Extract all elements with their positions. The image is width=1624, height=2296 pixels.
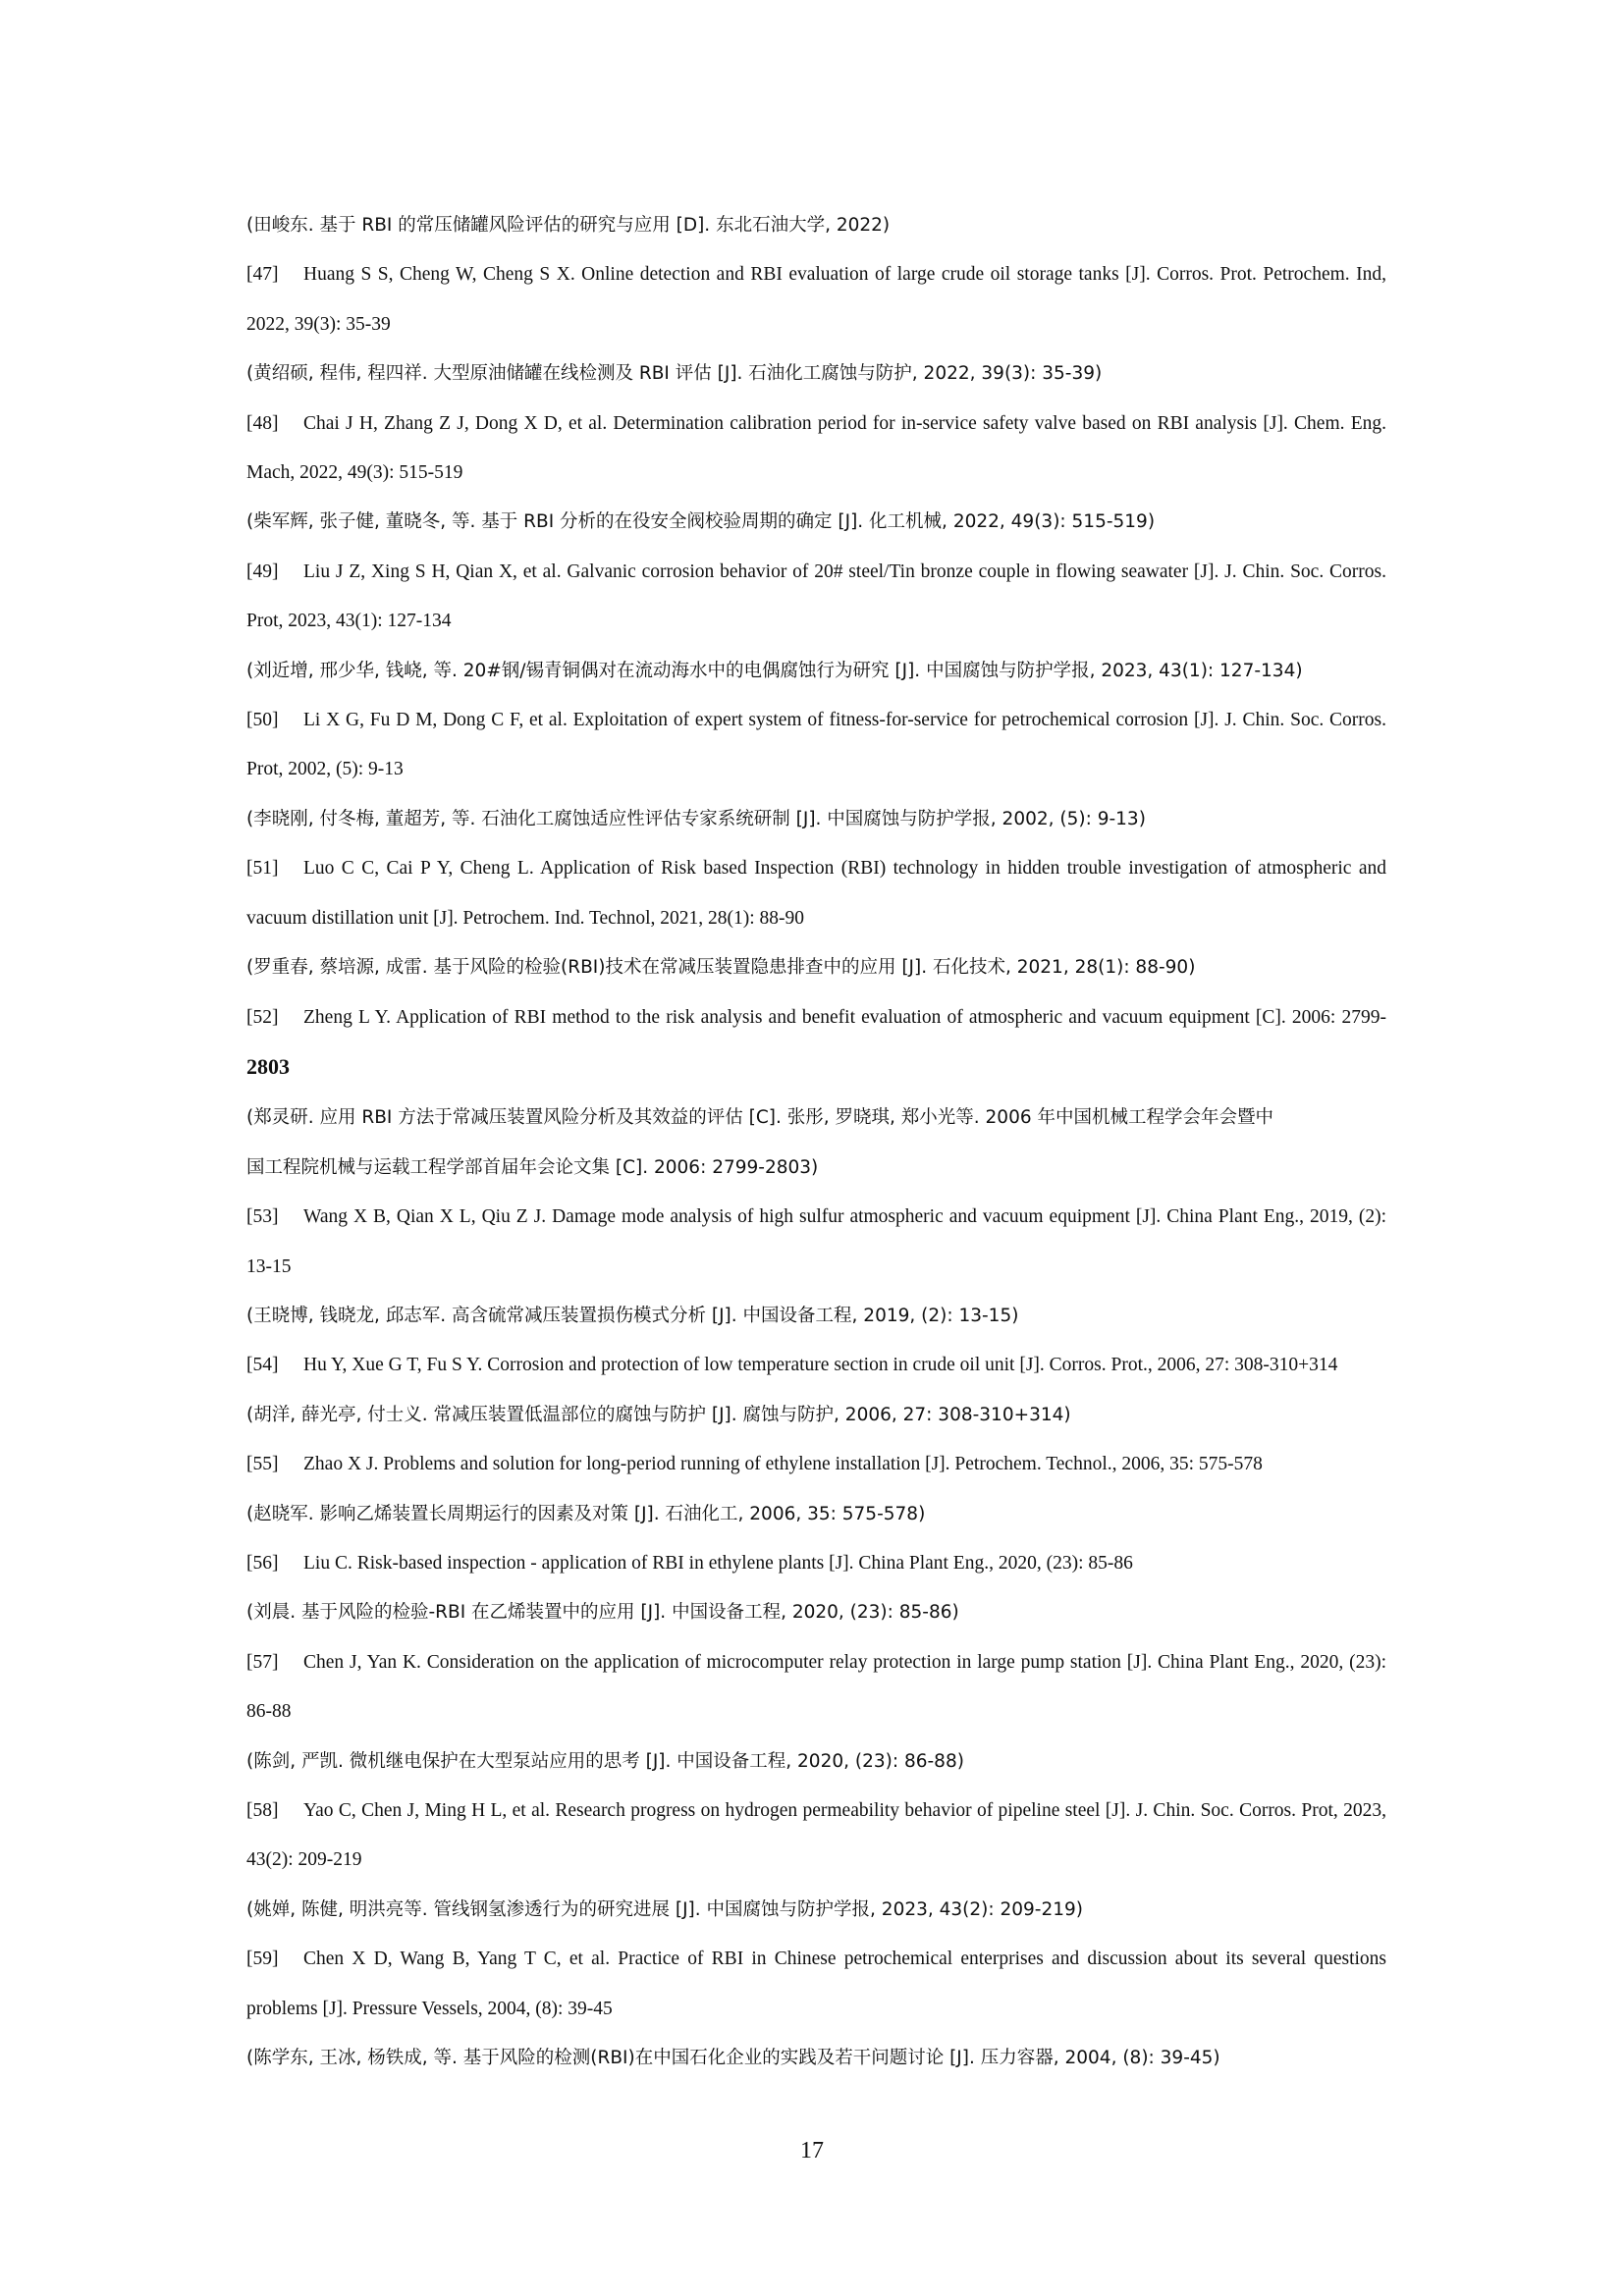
reference-english: Zheng L Y. Application of RBI method to the risk analysis and benefit evaluation of atmospheric and vacuum equipment [C]. 2006: 2799-	[303, 1006, 1386, 1028]
reference-46-chinese: (田峻东. 基于 RBI 的常压储罐风险评估的研究与应用 [D]. 东北石油大学, 2022)	[246, 215, 891, 236]
reference-59	[246, 1935, 1386, 2083]
reference-number: [50]	[246, 710, 279, 731]
reference-list	[246, 201, 1386, 2083]
reference-50	[246, 696, 1386, 844]
reference-english: Luo C C, Cai P Y, Cheng L. Application of Risk based Inspection (RBI) technology in hidden trouble investigation of atmospheric and vacuum distillation unit [J]. Petrochem. Ind. Technol, 2021, 28(1): 88-90	[246, 858, 1386, 929]
reference-chinese: (郑灵研. 应用 RBI 方法于常减压装置风险分析及其效益的评估 [C]. 张彤, 罗晓琪, 郑小光等. 2006 年中国机械工程学会年会暨中	[246, 1107, 1273, 1129]
page-number: 17	[800, 2138, 824, 2163]
reference-57	[246, 1638, 1386, 1787]
reference-english-page-end: 2803	[246, 1053, 290, 1079]
reference-chinese: (柴军辉, 张子健, 董晓冬, 等. 基于 RBI 分析的在役安全阀校验周期的确定 [J]. 化工机械, 2022, 49(3): 515-519)	[246, 511, 1156, 533]
reference-english: Liu J Z, Xing S H, Qian X, et al. Galvanic corrosion behavior of 20# steel/Tin bronze couple in flowing seawater [J]. J. Chin. Soc. Corros. Prot, 2023, 43(1): 127-134	[246, 561, 1386, 632]
reference-number: [47]	[246, 264, 279, 286]
reference-chinese: (王晓博, 钱晓龙, 邱志军. 高含硫常减压装置损伤模式分析 [J]. 中国设备工程, 2019, (2): 13-15)	[246, 1305, 1019, 1326]
reference-chinese: (赵晓军. 影响乙烯装置长周期运行的因素及对策 [J]. 石油化工, 2006, 35: 575-578)	[246, 1503, 926, 1524]
reference-chinese: (刘晨. 基于风险的检验-RBI 在乙烯装置中的应用 [J]. 中国设备工程, 2020, (23): 85-86)	[246, 1602, 959, 1624]
reference-56	[246, 1539, 1386, 1638]
reference-chinese: (胡洋, 薛光亭, 付士义. 常减压装置低温部位的腐蚀与防护 [J]. 腐蚀与防护, 2006, 27: 308-310+314)	[246, 1404, 1071, 1425]
reference-english: Chen X D, Wang B, Yang T C, et al. Practice of RBI in Chinese petrochemical enterprises and discussion about its several questions problems [J]. Pressure Vessels, 2004, (8): 39-45	[246, 1949, 1386, 2019]
reference-48	[246, 400, 1386, 548]
reference-number: [52]	[246, 1006, 279, 1028]
reference-52	[246, 993, 1386, 1194]
reference-58	[246, 1787, 1386, 1935]
reference-54	[246, 1341, 1386, 1440]
reference-number: [58]	[246, 1800, 279, 1821]
reference-55	[246, 1440, 1386, 1539]
reference-53	[246, 1193, 1386, 1341]
reference-chinese: (罗重春, 蔡培源, 成雷. 基于风险的检验(RBI)技术在常减压装置隐患排查中的应用 [J]. 石化技术, 2021, 28(1): 88-90)	[246, 957, 1196, 979]
reference-number: [57]	[246, 1651, 279, 1673]
reference-english: Yao C, Chen J, Ming H L, et al. Research progress on hydrogen permeability behavior of pipeline steel [J]. J. Chin. Soc. Corros. Prot, 2023, 43(2): 209-219	[246, 1800, 1386, 1871]
reference-english: Zhao X J. Problems and solution for long-period running of ethylene installation [J]. Petrochem. Technol., 2006, 35: 575-578	[303, 1454, 1263, 1475]
reference-49	[246, 548, 1386, 696]
reference-chinese: (姚婵, 陈健, 明洪亮等. 管线钢氢渗透行为的研究进展 [J]. 中国腐蚀与防护学报, 2023, 43(2): 209-219)	[246, 1898, 1084, 1920]
reference-english: Chen J, Yan K. Consideration on the application of microcomputer relay protection in large pump station [J]. China Plant Eng., 2020, (23): 86-88	[246, 1651, 1386, 1723]
reference-chinese-continued: 国工程院机械与运载工程学部首届年会论文集 [C]. 2006: 2799-2803)	[246, 1156, 819, 1178]
reference-chinese: (刘近增, 邢少华, 钱峣, 等. 20#钢/锡青铜偶对在流动海水中的电偶腐蚀行为研究 [J]. 中国腐蚀与防护学报, 2023, 43(1): 127-134)	[246, 660, 1303, 681]
reference-chinese: (陈剑, 严凯. 微机继电保护在大型泵站应用的思考 [J]. 中国设备工程, 2020, (23): 86-88)	[246, 1750, 964, 1772]
reference-english: Liu C. Risk-based inspection - application of RBI in ethylene plants [J]. China Plant Eng., 2020, (23): 85-86	[303, 1552, 1133, 1574]
reference-number: [48]	[246, 412, 279, 434]
reference-number: [51]	[246, 858, 279, 880]
reference-chinese: (李晓刚, 付冬梅, 董超芳, 等. 石油化工腐蚀适应性评估专家系统研制 [J]. 中国腐蚀与防护学报, 2002, (5): 9-13)	[246, 808, 1146, 829]
reference-number: [56]	[246, 1552, 279, 1574]
reference-number: [59]	[246, 1949, 279, 1970]
reference-english: Wang X B, Qian X L, Qiu Z J. Damage mode analysis of high sulfur atmospheric and vacuum equipment [J]. China Plant Eng., 2019, (2): 13-15	[246, 1206, 1386, 1277]
reference-51	[246, 844, 1386, 992]
reference-number: [49]	[246, 561, 279, 582]
reference-english: Chai J H, Zhang Z J, Dong X D, et al. Determination calibration period for in-service safety valve based on RBI analysis [J]. Chem. Eng. Mach, 2022, 49(3): 515-519	[246, 412, 1386, 484]
reference-chinese: (黄绍硕, 程伟, 程四祥. 大型原油储罐在线检测及 RBI 评估 [J]. 石油化工腐蚀与防护, 2022, 39(3): 35-39)	[246, 363, 1103, 385]
reference-english: Li X G, Fu D M, Dong C F, et al. Exploitation of expert system of fitness-for-service for petrochemical corrosion [J]. J. Chin. Soc. Corros. Prot, 2002, (5): 9-13	[246, 710, 1386, 780]
reference-number: [53]	[246, 1206, 279, 1228]
reference-english: Hu Y, Xue G T, Fu S Y. Corrosion and protection of low temperature section in crude oil unit [J]. Corros. Prot., 2006, 27: 308-310+314	[303, 1355, 1338, 1376]
reference-47	[246, 250, 1386, 399]
reference-english: Huang S S, Cheng W, Cheng S X. Online detection and RBI evaluation of large crude oil storage tanks [J]. Corros. Prot. Petrochem. Ind, 2022, 39(3): 35-39	[246, 264, 1386, 335]
reference-chinese: (陈学东, 王冰, 杨铁成, 等. 基于风险的检测(RBI)在中国石化企业的实践及若干问题讨论 [J]. 压力容器, 2004, (8): 39-45)	[246, 2048, 1220, 2069]
reference-number: [54]	[246, 1355, 279, 1376]
reference-number: [55]	[246, 1454, 279, 1475]
